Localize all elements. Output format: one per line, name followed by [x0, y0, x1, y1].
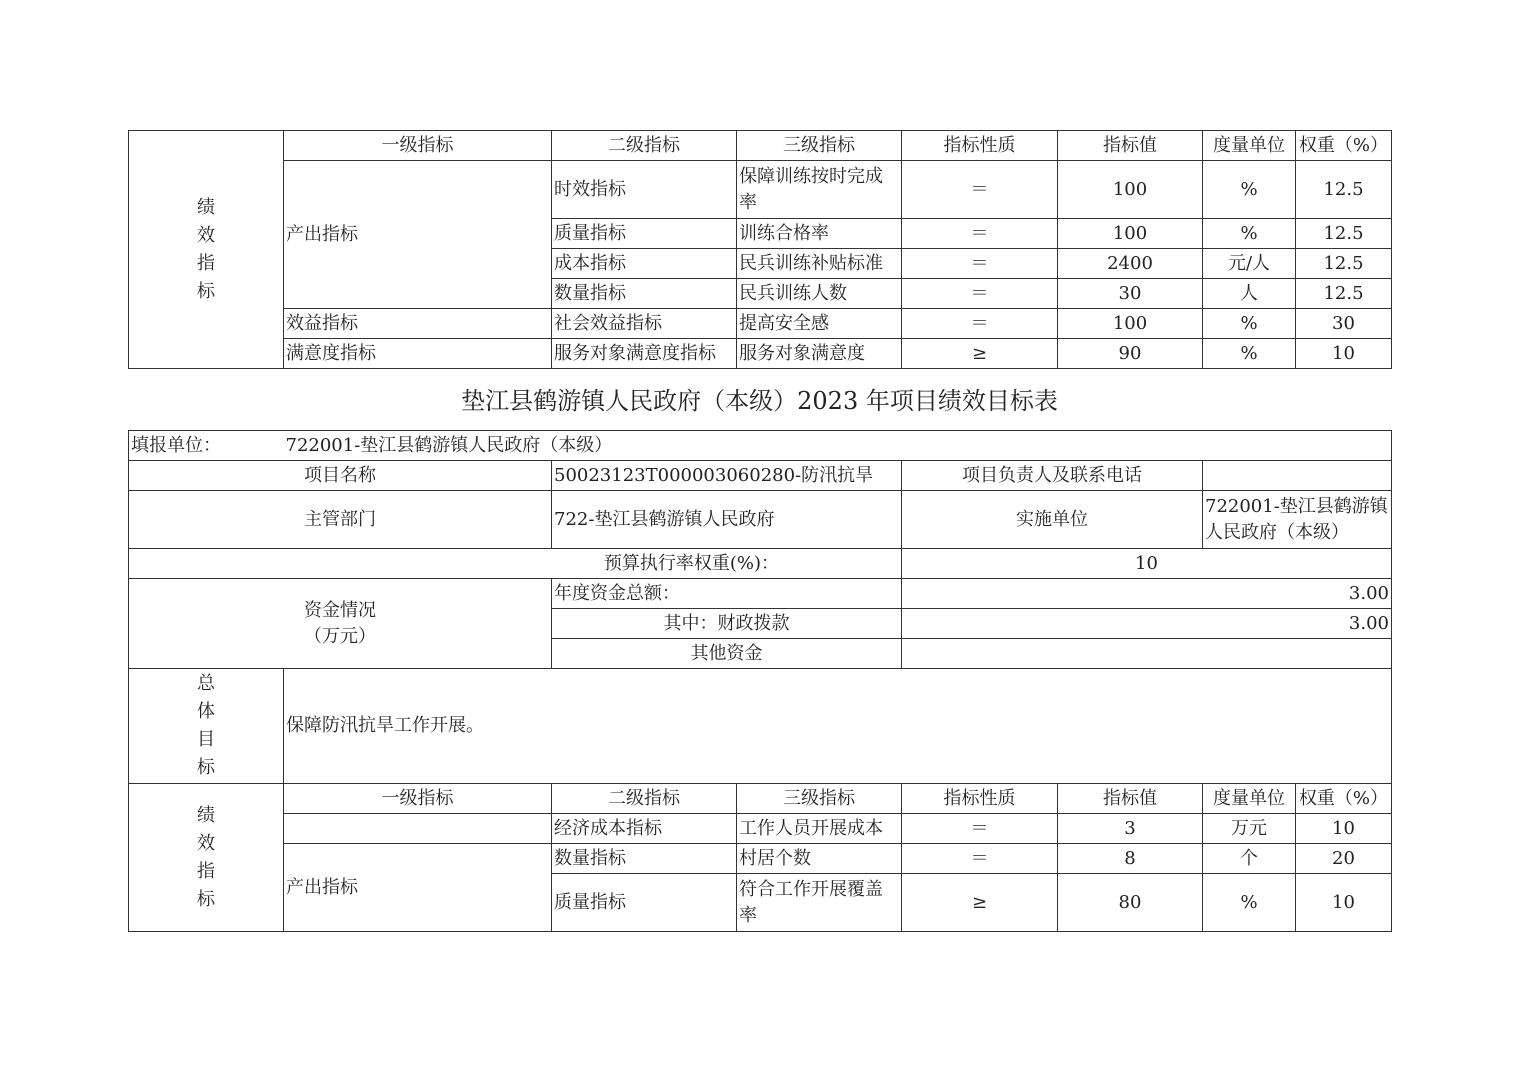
fund-row [129, 579, 1392, 609]
cell-nature: ＝ [902, 279, 1058, 309]
cell-nature: ＝ [902, 844, 1058, 874]
project-target-table [128, 430, 1392, 932]
cell-nature: ≥ [902, 874, 1058, 932]
cell-weight: 20 [1296, 844, 1392, 874]
cell-l3: 村居个数 [737, 844, 902, 874]
header-l2: 二级指标 [552, 131, 737, 161]
annual-total-label: 年度资金总额： [552, 579, 902, 609]
table-row [129, 309, 1392, 339]
header-weight: 权重（%） [1296, 784, 1392, 814]
cell-value: 30 [1058, 279, 1203, 309]
dept-row [129, 491, 1392, 549]
header-value: 指标值 [1058, 784, 1203, 814]
cell-l3: 提高安全感 [737, 309, 902, 339]
table-header-row [129, 131, 1392, 161]
cell-unit: 个 [1203, 844, 1296, 874]
cell-unit: % [1203, 309, 1296, 339]
header-unit: 度量单位 [1203, 131, 1296, 161]
cell-value: 8 [1058, 844, 1203, 874]
cell-l2: 质量指标 [552, 219, 737, 249]
cell-l2: 经济成本指标 [552, 814, 737, 844]
cell-l1 [284, 814, 552, 844]
cell-l2: 成本指标 [552, 249, 737, 279]
fund-label [129, 579, 552, 669]
cell-l2: 时效指标 [552, 161, 737, 219]
cell-nature: ＝ [902, 814, 1058, 844]
header-nature: 指标性质 [902, 131, 1058, 161]
cell-l3: 民兵训练补贴标准 [737, 249, 902, 279]
table-row [129, 814, 1392, 844]
cell-l2: 数量指标 [552, 279, 737, 309]
cell-l2: 数量指标 [552, 844, 737, 874]
cell-weight: 12.5 [1296, 219, 1392, 249]
table-header-row [129, 784, 1392, 814]
budget-rate-label-text: 预算执行率权重(%)： [603, 552, 779, 574]
cell-l3: 训练合格率 [737, 219, 902, 249]
manager-value [1203, 461, 1392, 491]
cell-nature: ＝ [902, 219, 1058, 249]
impl-value: 722001-垫江县鹤游镇人民政府（本级） [1203, 491, 1392, 549]
budget-rate-row [129, 549, 1392, 579]
table-row [129, 844, 1392, 874]
cell-weight: 12.5 [1296, 249, 1392, 279]
goal-text: 保障防汛抗旱工作开展。 [284, 669, 1392, 784]
goal-label: 总 体 目 标 [129, 669, 284, 784]
header-nature: 指标性质 [902, 784, 1058, 814]
cell-l2: 质量指标 [552, 874, 737, 932]
cell-unit: % [1203, 339, 1296, 369]
goal-row [129, 669, 1392, 784]
cell-l2: 社会效益指标 [552, 309, 737, 339]
header-l1: 一级指标 [284, 131, 552, 161]
perf-side-label: 绩 效 指 标 [129, 131, 284, 369]
cell-value: 100 [1058, 219, 1203, 249]
page-title: 垫江县鹤游镇人民政府（本级）2023 年项目绩效目标表 [461, 387, 1058, 415]
dept-value: 722-垫江县鹤游镇人民政府 [552, 491, 902, 549]
dept-label: 主管部门 [129, 491, 552, 549]
header-weight: 权重（%） [1296, 131, 1392, 161]
project-name-label: 项目名称 [129, 461, 552, 491]
cell-weight: 30 [1296, 309, 1392, 339]
budget-rate-value: 10 [902, 549, 1392, 579]
fiscal-label: 其中：财政拨款 [552, 609, 902, 639]
cell-l3: 民兵训练人数 [737, 279, 902, 309]
header-l2: 二级指标 [552, 784, 737, 814]
cell-value: 2400 [1058, 249, 1203, 279]
fund-label-1: 资金情况 [304, 599, 376, 621]
output-label: 产出指标 [284, 161, 552, 309]
cell-l1: 效益指标 [284, 309, 552, 339]
output-label: 产出指标 [284, 844, 552, 932]
manager-label: 项目负责人及联系电话 [902, 461, 1203, 491]
fiscal-value: 3.00 [902, 609, 1392, 639]
cell-weight: 12.5 [1296, 161, 1392, 219]
header-l3: 三级指标 [737, 784, 902, 814]
cell-unit: % [1203, 874, 1296, 932]
header-unit: 度量单位 [1203, 784, 1296, 814]
header-l3: 三级指标 [737, 131, 902, 161]
cell-l3: 保障训练按时完成率 [737, 161, 902, 219]
cell-value: 100 [1058, 161, 1203, 219]
perf-side-label: 绩 效 指 标 [129, 784, 284, 932]
cell-value: 100 [1058, 309, 1203, 339]
impl-label: 实施单位 [902, 491, 1203, 549]
cell-weight: 10 [1296, 814, 1392, 844]
cell-unit: % [1203, 161, 1296, 219]
table-row [129, 339, 1392, 369]
cell-l3: 符合工作开展覆盖率 [737, 874, 902, 932]
cell-unit: 万元 [1203, 814, 1296, 844]
cell-weight: 10 [1296, 874, 1392, 932]
filler-value: 722001-垫江县鹤游镇人民政府（本级） [284, 431, 1392, 461]
cell-unit: % [1203, 219, 1296, 249]
project-name-value: 50023123T000003060280-防汛抗旱 [552, 461, 902, 491]
cell-l1: 满意度指标 [284, 339, 552, 369]
other-label: 其他资金 [552, 639, 902, 669]
cell-nature: ≥ [902, 339, 1058, 369]
cell-nature: ＝ [902, 249, 1058, 279]
table-row [129, 161, 1392, 219]
cell-l3: 工作人员开展成本 [737, 814, 902, 844]
cell-nature: ＝ [902, 161, 1058, 219]
cell-l3: 服务对象满意度 [737, 339, 902, 369]
project-name-row [129, 461, 1392, 491]
annual-total-value: 3.00 [902, 579, 1392, 609]
header-l1: 一级指标 [284, 784, 552, 814]
cell-weight: 10 [1296, 339, 1392, 369]
cell-unit: 人 [1203, 279, 1296, 309]
cell-weight: 12.5 [1296, 279, 1392, 309]
other-value [902, 639, 1392, 669]
filler-row [129, 431, 1392, 461]
fund-label-2: （万元） [304, 625, 376, 647]
cell-l2: 服务对象满意度指标 [552, 339, 737, 369]
cell-value: 3 [1058, 814, 1203, 844]
cell-nature: ＝ [902, 309, 1058, 339]
cell-value: 90 [1058, 339, 1203, 369]
header-value: 指标值 [1058, 131, 1203, 161]
filler-label: 填报单位： [129, 431, 284, 461]
cell-value: 80 [1058, 874, 1203, 932]
cell-unit: 元/人 [1203, 249, 1296, 279]
top-performance-table [128, 130, 1392, 369]
budget-rate-label [129, 549, 902, 579]
